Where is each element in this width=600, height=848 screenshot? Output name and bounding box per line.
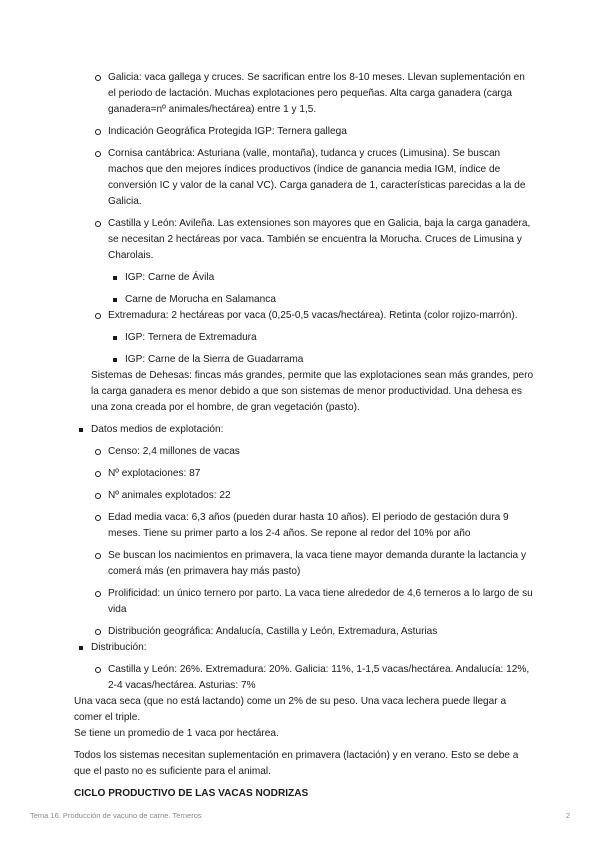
datos-item-text: Nº explotaciones: 87 [108, 468, 201, 479]
regions-list [91, 70, 534, 368]
list-item [108, 270, 534, 286]
list-item [91, 510, 534, 542]
datos-list [91, 444, 534, 640]
list-item [108, 292, 534, 308]
list-item [91, 124, 534, 140]
list-item [91, 488, 534, 504]
list-item [108, 330, 534, 346]
list-item [91, 444, 534, 460]
igp-item-text: Carne de Morucha en Salamanca [125, 294, 276, 305]
list-item [108, 352, 534, 368]
distribucion-title: Distribución: [91, 642, 147, 653]
list-item [91, 216, 534, 308]
list-item [91, 70, 534, 118]
datos-item-text: Se buscan los nacimientos en primavera, la vaca tiene mayor demanda durante la lactancia y comerá más (en primavera hay más pasto) [108, 550, 526, 577]
region-extremadura-text: Extremadura: 2 hectáreas por vaca (0,25-0,5 vacas/hectárea). Retinta (color rojizo-marrón). [108, 310, 518, 321]
vaca-seca-paragraph: Una vaca seca (que no está lactando) come un 2% de su peso. Una vaca lechera puede llegar a comer el triple. [74, 696, 507, 723]
list-item [91, 146, 534, 210]
datos-item-text: Edad media vaca: 6,3 años (pueden durar hasta 10 años). El periodo de gestación dura 9 meses. Tiene su primer parto a los 2-4 años. Se repone al redor del 10% por año [108, 512, 509, 539]
list-item [91, 466, 534, 482]
list-item [91, 548, 534, 580]
list-item [74, 422, 534, 640]
list-item [91, 308, 534, 368]
datos-item-text: Nº animales explotados: 22 [108, 490, 231, 501]
list-item [91, 624, 534, 640]
list-item [91, 662, 534, 694]
igp-item-text: IGP: Carne de Ávila [125, 272, 215, 283]
igp-item-text: IGP: Ternera de Extremadura [125, 332, 257, 343]
section-heading: CICLO PRODUCTIVO DE LAS VACAS NODRIZAS [74, 788, 309, 799]
datos-item-text: Distribución geográfica: Andalucía, Castilla y León, Extremadura, Asturias [108, 626, 438, 637]
datos-item-text: Prolificidad: un único ternero por parto. La vaca tiene alrededor de 4,6 terneros a lo largo de su vida [108, 588, 533, 615]
region-castilla-text: Castilla y León: Avileña. Las extensiones son mayores que en Galicia, baja la carga ganadera, se necesitan 2 hectáreas por vaca. También se encuentra la Morucha. Cruces de Limusina y Charolais. [108, 218, 531, 261]
page-number: 2 [566, 811, 571, 820]
list-item [74, 640, 534, 694]
list-item [91, 586, 534, 618]
footer-title: Tema 16. Producción de vacuno de carne. Terneros [30, 811, 202, 820]
castilla-igp-list [108, 270, 534, 308]
datos-title: Datos medios de explotación: [91, 424, 224, 435]
main-list [74, 422, 534, 694]
distribucion-item-text: Castilla y León: 26%. Extremadura: 20%. Galicia: 11%, 1-1,5 vacas/hectárea. Andalucía: 12%, 2-4 vacas/hectárea. Asturias: 7% [108, 664, 530, 691]
dehesas-paragraph: Sistemas de Dehesas: fincas más grandes, permite que las explotaciones sean más grandes, pero la carga ganadera es menor debido a que son sistemas de menor productividad. Una dehesa es una zona creada por el hombre, de gran vegetación (pasto). [91, 370, 534, 413]
region-galicia-text: Galicia: vaca gallega y cruces. Se sacrifican entre los 8-10 meses. Llevan suplementación en el periodo de lactación. Muchas explotaciones pero pequeñas. Alta carga ganadera (carga ganadera=nº animales/hectárea) entre 1 y 1,5. [108, 72, 525, 115]
igp-item-text: IGP: Carne de la Sierra de Guadarrama [125, 354, 304, 365]
region-igp-gallega-text: Indicación Geográfica Protegida IGP: Ternera gallega [108, 126, 347, 137]
extremadura-igp-list [108, 330, 534, 368]
page-content [74, 70, 534, 808]
promedio-paragraph: Se tiene un promedio de 1 vaca por hectárea. [74, 728, 279, 739]
datos-item-text: Censo: 2,4 millones de vacas [108, 446, 240, 457]
region-cornisa-text: Cornisa cantábrica: Asturiana (valle, montaña), tudanca y cruces (Limusina). Se buscan machos que den mejores índices productivos (índice de ganancia media IGM, índice de conversión IC y valor de la canal VC). Carga ganadera de 1, características parecidas a la de Galicia. [108, 148, 526, 207]
distribucion-list [91, 662, 534, 694]
suplementacion-paragraph: Todos los sistemas necesitan suplementación en primavera (lactación) y en verano. Esto se debe a que el pasto no es suficiente para el animal. [74, 750, 519, 777]
